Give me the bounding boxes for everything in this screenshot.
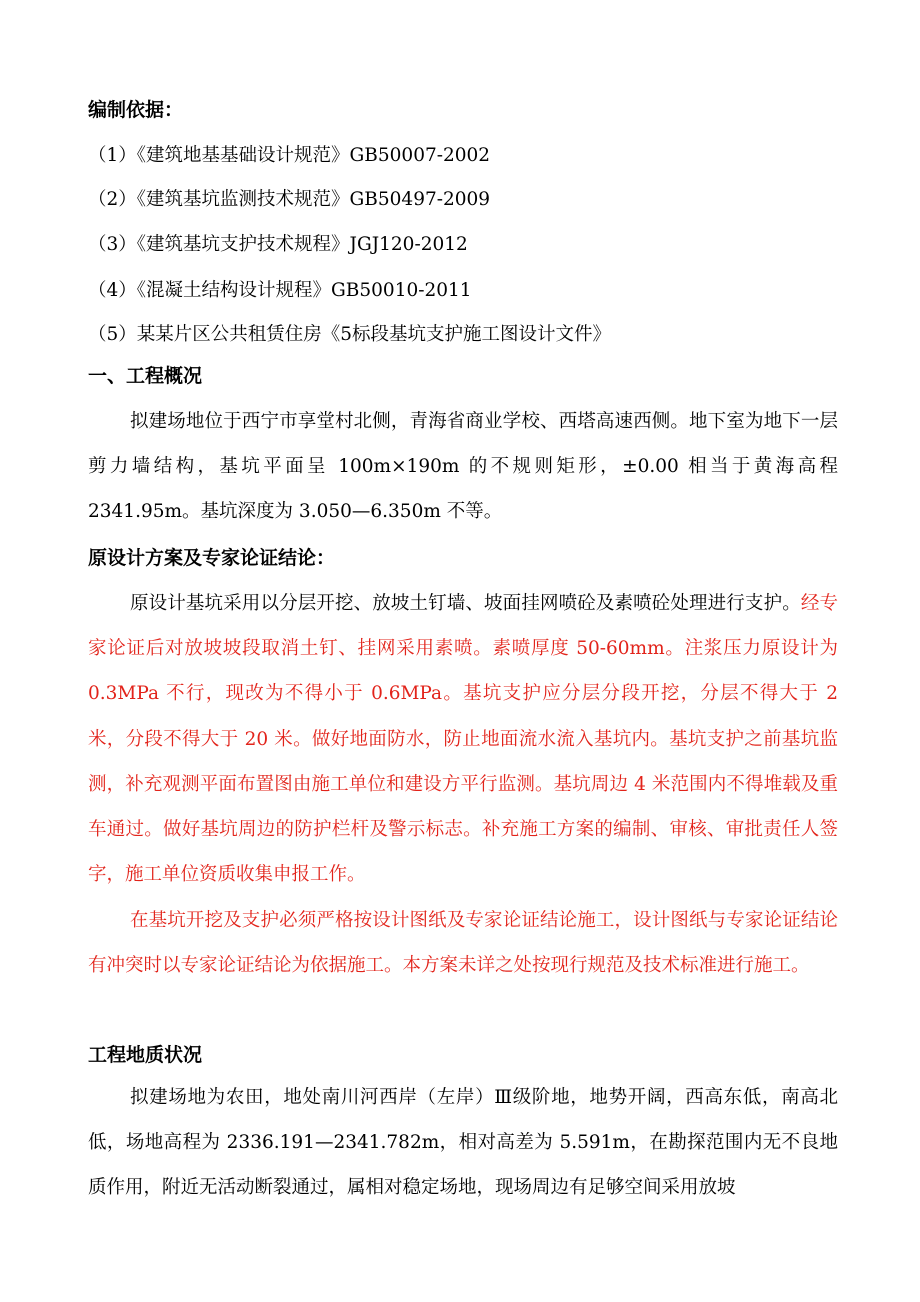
geology-paragraph: 拟建场地为农田，地处南川河西岸（左岸）Ⅲ级阶地，地势开阔，西高东低，南高北低，场地高程为 2336.191—2341.782m，相对高差为 5.591m，在勘探范围内无不良地质作用，附近无活动断裂通过，属相对稳定场地，现场周边有足够空间采用放坡 [88, 1087, 838, 1199]
overview-title: 一、工程概况 [88, 365, 203, 387]
basis-item-4: （4）《混凝土结构设计规程》GB50010-2011 [88, 280, 472, 301]
basis-item-1: （1）《建筑地基基础设计规范》GB50007-2002 [88, 145, 491, 166]
design-paragraph-2: 在基坑开挖及支护必须严格按设计图纸及专家论证结论施工，设计图纸与专家论证结论有冲突时以专家论证结论为依据施工。本方案未详之处按现行规范及技术标准进行施工。 [88, 910, 838, 977]
basis-item-3: （3）《建筑基坑支护技术规程》JGJ120-2012 [88, 234, 468, 255]
design-title: 原设计方案及专家论证结论： [88, 547, 336, 569]
overview-paragraph: 拟建场地位于西宁市享堂村北侧，青海省商业学校、西塔高速西侧。地下室为地下一层剪力墙结构，基坑平面呈 100m×190m 的不规则矩形，±0.00 相当于黄海高程 2341.95m。基坑深度为 3.050—6.350m 不等。 [88, 411, 838, 523]
basis-item-5: （5）某某片区公共租赁住房《5标段基坑支护施工图设计文件》 [88, 324, 612, 345]
basis-item-2: （2）《建筑基坑监测技术规范》GB50497-2009 [88, 189, 491, 210]
design-text-black: 原设计基坑采用以分层开挖、放坡土钉墙、坡面挂网喷砼及素喷砼处理进行支护。 [130, 593, 801, 614]
design-paragraph [88, 581, 838, 897]
design-text-red: 经专家论证后对放坡坡段取消土钉、挂网采用素喷。素喷厚度 50-60mm。注浆压力原设计为 0.3MPa 不行，现改为不得小于 0.6MPa。基坑支护应分层分段开挖，分层不得大于 2 米，分段不得大于 20 米。做好地面防水，防止地面流水流入基坑内。基坑支护之前基坑监测，补充观测平面布置图由施工单位和建设方平行监测。基坑周边 4 米范围内不得堆载及重车通过。做好基坑周边的防护栏杆及警示标志。补充施工方案的编制、审核、审批责任人签字，施工单位资质收集申报工作。 [88, 593, 838, 886]
basis-title: 编制依据： [88, 99, 184, 121]
geology-title: 工程地质状况 [88, 1044, 203, 1066]
